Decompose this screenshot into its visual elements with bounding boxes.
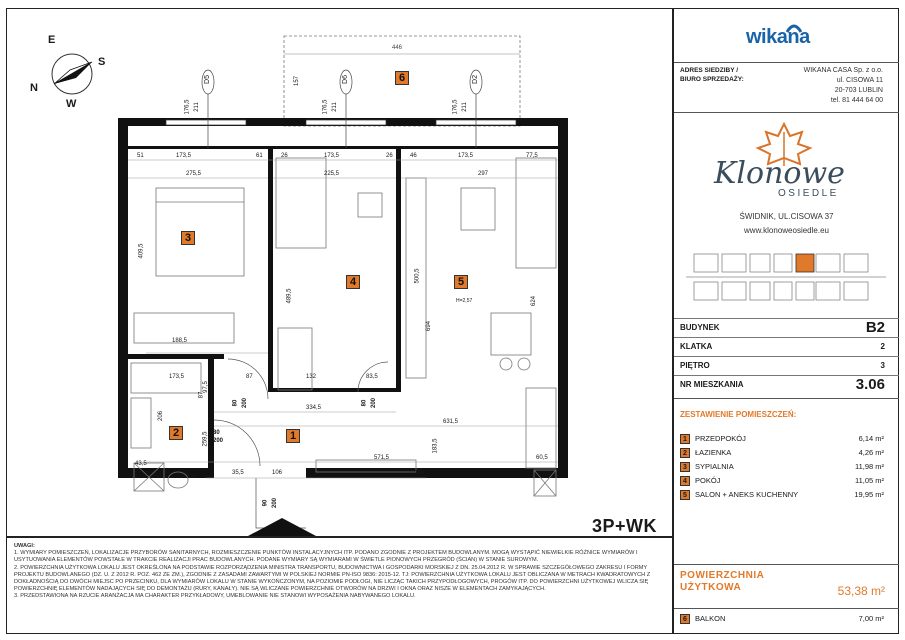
pietro-label: PIĘTRO — [680, 361, 710, 370]
dim-b17: 106 — [272, 470, 283, 476]
dim-r5h: 500,5 — [414, 268, 421, 284]
compass-north-label: N — [30, 82, 38, 94]
dim-d2: D2 — [471, 75, 479, 84]
room-row — [680, 490, 884, 502]
room-number: 5 — [680, 490, 690, 500]
budynek-value: B2 — [865, 319, 885, 336]
dim-t1: 51 — [137, 153, 144, 159]
dim-w2: 176,5 — [322, 99, 329, 115]
door-swings — [214, 359, 388, 528]
sidebar-separator — [674, 608, 899, 609]
usable-area-title-line-2: UŻYTKOWA — [680, 582, 742, 593]
dim-b8: 206 — [158, 410, 165, 422]
room-name: POKÓJ — [695, 476, 721, 485]
apartment-type-code: 3P+WK — [592, 516, 658, 536]
dim-b11: 571,5 — [374, 455, 390, 461]
dim-b9: 259,5 — [202, 431, 209, 447]
room-area: 11,98 m² — [854, 462, 884, 471]
balcony-row — [680, 614, 884, 626]
development-location: ŚWIDNIK, UL.CISOWA 37 — [739, 212, 834, 221]
dim-t2: 173,5 — [176, 153, 192, 159]
dimension-lines — [128, 160, 558, 478]
door3-height: 200 — [213, 438, 224, 444]
room-number: 3 — [680, 462, 690, 472]
info-sidebar — [674, 8, 899, 634]
address-label — [680, 66, 744, 84]
room-name: PRZEDPOKÓJ — [695, 434, 746, 443]
balcony-name: BALKON — [695, 614, 726, 623]
dim-b3: 87 — [246, 374, 253, 380]
room-badge-6: 6 — [395, 71, 409, 85]
dim-t4: 26 — [281, 153, 288, 159]
room4-furniture — [276, 158, 382, 390]
room-badge-2: 2 — [169, 426, 183, 440]
room-row — [680, 476, 884, 488]
dim-b5: 83,5 — [366, 374, 378, 380]
address-line-3: 20-703 LUBLIN — [834, 87, 883, 94]
room-name: SYPIALNIA — [695, 462, 734, 471]
notes-title: UWAGI: — [14, 543, 35, 549]
building-site-map — [686, 248, 886, 310]
compass-south-label: S — [98, 56, 106, 68]
compass-east-label: E — [48, 34, 56, 46]
dim-b12: 183,5 — [432, 438, 439, 454]
apartment-number-row — [674, 375, 899, 393]
room-badge-1: 1 — [286, 429, 300, 443]
compass-west-label: W — [66, 98, 77, 110]
brand-subtitle: OSIEDLE — [778, 188, 839, 199]
dim-b1: 173,5 — [169, 374, 185, 380]
sidebar-separator — [674, 112, 899, 113]
dim-b14: 43,5 — [135, 461, 147, 467]
windows — [166, 120, 516, 125]
dim-w3: 176,5 — [452, 99, 459, 115]
dim-b18: 430 — [414, 470, 425, 476]
address-line-4: tel. 81 444 64 00 — [830, 97, 883, 104]
bedroom-furniture — [134, 188, 244, 343]
dim-r4w: 225,5 — [324, 171, 340, 177]
dim-b4: 132 — [306, 374, 317, 380]
dim-t6: 26 — [386, 153, 393, 159]
dim-r3w: 275,5 — [186, 171, 202, 177]
dim-r5w: 297 — [478, 171, 489, 177]
dim-r3b: 188,5 — [172, 338, 188, 344]
address-line-2: ul. CISOWA 11 — [836, 77, 883, 84]
sidebar-separator — [674, 564, 899, 565]
dim-balcony-width: 446 — [392, 45, 403, 51]
room-area: 11,05 m² — [854, 476, 884, 485]
room-badge-3: 3 — [181, 231, 195, 245]
room-area: 19,95 m² — [854, 490, 884, 499]
room-name: ŁAZIENKA — [695, 448, 732, 457]
dim-hnote: H=2,57 — [456, 298, 473, 304]
room-badge-4: 4 — [346, 275, 360, 289]
note-item-3: 3. PRZEDSTAWIONA NA RZUCIE ARANŻACJA MA CHARAKTER PRZYKŁADOWY, UMEBLOWANIE NIE STANOWI WYPOSAŻENIA NABYWANEGO LOKALU. — [14, 593, 416, 600]
room-row — [680, 434, 884, 446]
usable-area-title-line-1: POWIERZCHNIA — [680, 570, 765, 581]
note-item-2: 2. POWIERZCHNIA UŻYTKOWA LOKALU JEST OKREŚLONA NA PODSTAWIE ROZPORZĄDZENIA MINISTRA TRANSPORTU, BUDOWNICTWA I GOSPODARKI MORSKIEJ Z DN. 25.04.2012 R. W SPRAWIE SZCZEGÓŁOWEGO ZAKRESU I FORMY PROJEKTU BUDOWLANEGO (DZ. U. Z 2012 R. POZ. 462 ZE ZM.), ZGODNIE Z ZASADAMI ZAWARTYMI W POLSKIEJ NORMIE PN-ISO 9836: 2015-12. TJ: POWIERZCHNIA UŻYTKOWA LOKALU JEST OBLICZANA W METRACH KWADRATOWYCH Z DOKŁADNOŚCIĄ DO DWÓCH MIEJSC PO PRZECINKU, DLA WYMIARÓW LOKALU W STANIE WYKOŃCZONYM, NA POZIOMIE PODŁOGI, NIE LICZĄC TAKICH PRZYPODŁOGOWYCH, PROGÓW ITP. DO POWIERZCHNI UŻYTKOWEJ WLICZA SIĘ POWIERZCHNIĘ ELEMENTÓW NADAJĄCYCH SIĘ DO DEMONTAŻU (RURY, KANAŁY). NIE SĄ WLICZANE POWIERZCHNIE OTWORÓW NA DRZWI I OKNA ORAZ NISZE W ELEMENTACH ZAMYKAJĄCYCH. — [14, 564, 651, 593]
klatka-label: KLATKA — [680, 342, 713, 351]
dim-w1b: 211 — [193, 102, 200, 112]
room-row — [680, 448, 884, 460]
dim-r3h: 409,5 — [138, 243, 145, 259]
dim-w3b: 211 — [461, 102, 468, 112]
budynek-row — [674, 318, 899, 336]
apartment-number-value: 3.06 — [855, 376, 885, 393]
kitchen-furniture — [406, 158, 556, 468]
address-line-1: WIKANA CASA Sp. z o.o. — [803, 67, 883, 74]
klatka-row — [674, 337, 899, 355]
budynek-label: BUDYNEK — [680, 323, 720, 332]
dim-d5: D5 — [203, 75, 211, 84]
dim-r4h: 489,5 — [286, 288, 293, 304]
brand-name: Klonowe — [714, 156, 845, 191]
notes-block — [14, 543, 664, 601]
dim-w2b: 211 — [331, 102, 338, 112]
development-website: www.klonoweosiedle.eu — [744, 226, 829, 235]
dim-t5: 173,5 — [324, 153, 340, 159]
dim-b7: 631,5 — [443, 419, 459, 425]
entrance-marker — [248, 518, 316, 536]
dim-t7: 46 — [410, 153, 417, 159]
door3-width: 80 — [213, 430, 220, 436]
address-value — [804, 66, 883, 106]
klatka-value: 2 — [880, 342, 885, 351]
door1-height: 200 — [242, 397, 249, 409]
balcony-area: 7,00 m² — [858, 614, 884, 623]
floor-plan — [6, 8, 672, 536]
wikana-logo: wikana — [746, 26, 810, 48]
door4-width: 90 — [262, 499, 269, 507]
room-number: 2 — [680, 448, 690, 458]
address-label-line-2: BIURO SPRZEDAŻY: — [680, 76, 744, 83]
address-label-line-1: ADRES SIEDZIBY / — [680, 67, 739, 74]
room-area: 6,14 m² — [858, 434, 884, 443]
balcony-number: 6 — [680, 614, 690, 624]
note-item-1: 1. WYMIARY POMIESZCZEŃ, LOKALIZACJE PRZYBORÓW SANITARNYCH, ROZMIESZCZENIE PUNKTÓW INSTALACYJNYCH ITP. PODANO ZGODNIE Z PROJEKTEM BUDOWLANYM. MOGĄ WYSTĄPIĆ NIEWIELKIE RÓŻNICE WYMIARÓW I USYTUOWANIA ELEMENTÓW POWSTAŁE W TRAKCIE REALIZACJI PRAC BUDOWLANYCH. PODANE WYMIARY SĄ WYMIARAMI W ŚWIETLE PIONOWYCH PRZEGRÓD (ŚCIAN) W STANIE SUROWYM. — [14, 550, 638, 564]
dim-t8: 173,5 — [458, 153, 474, 159]
dim-r5h2: 694 — [426, 320, 433, 332]
compass-rose — [26, 22, 106, 112]
dim-b6: 334,5 — [306, 405, 322, 411]
dim-d6: D6 — [341, 75, 349, 84]
dim-b13: 60,5 — [536, 455, 548, 461]
dim-b16: 35,5 — [232, 470, 244, 476]
dim-h157: 157 — [294, 75, 301, 87]
door2-width: 80 — [361, 399, 368, 407]
room-name: SALON + ANEKS KUCHENNY — [695, 490, 799, 499]
door4-height: 200 — [272, 497, 279, 509]
room-number: 1 — [680, 434, 690, 444]
dim-b2: 97,5 — [202, 381, 209, 393]
sidebar-separator — [674, 398, 899, 399]
pietro-row — [674, 356, 899, 374]
rooms-summary-title: ZESTAWIENIE POMIESZCZEŃ: — [680, 410, 797, 419]
dim-b15: 130 — [187, 474, 198, 480]
dim-t9: 77,5 — [526, 153, 538, 159]
door2-height: 200 — [371, 397, 378, 409]
dim-b10: 87 — [198, 391, 205, 399]
room-badge-5: 5 — [454, 275, 468, 289]
usable-area-value: 53,38 m² — [837, 584, 885, 598]
pietro-value: 3 — [880, 361, 885, 370]
usable-area-title — [680, 570, 764, 594]
dim-w1: 176,5 — [184, 99, 191, 115]
apartment-number-label: NR MIESZKANIA — [680, 380, 744, 389]
sheet-divider-horizontal — [6, 536, 673, 538]
dim-t3: 61 — [256, 153, 263, 159]
door1-width: 80 — [232, 399, 239, 407]
sidebar-separator — [674, 62, 899, 63]
room-area: 4,26 m² — [858, 448, 884, 457]
room-number: 4 — [680, 476, 690, 486]
room-row — [680, 462, 884, 474]
dim-h624: 624 — [531, 295, 538, 307]
